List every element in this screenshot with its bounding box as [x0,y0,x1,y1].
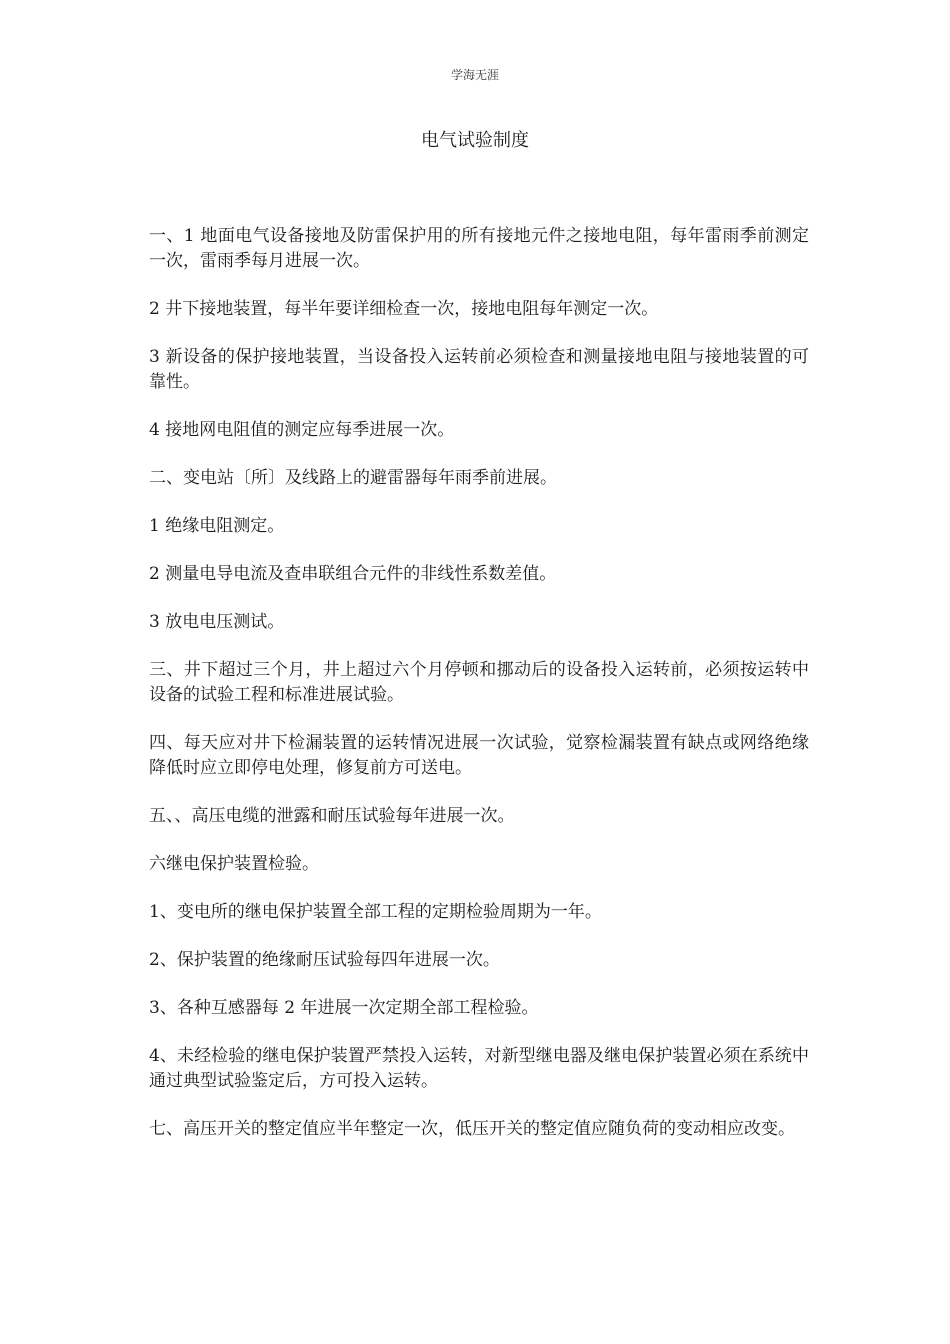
paragraph: 2 测量电导电流及查串联组合元件的非线性系数差值。 [149,564,557,584]
paragraph: 4 接地网电阻值的测定应每季进展一次。 [149,420,455,440]
paragraph: 3 放电电压测试。 [149,612,285,632]
paragraph: 1 绝缘电阻测定。 [149,516,285,536]
paragraph: 三、井下超过三个月，井上超过六个月停顿和挪动后的设备投入运转前，必须按运转中设备的试验工程和标准进展试验。 [149,660,809,705]
paragraph: 二、变电站〔所〕及线路上的避雷器每年雨季前进展。 [149,468,557,488]
paragraph: 2 井下接地装置，每半年要详细检查一次，接地电阻每年测定一次。 [149,299,659,319]
paragraph: 4、未经检验的继电保护装置严禁投入运转，对新型继电器及继电保护装置必须在系统中通过典型试验鉴定后，方可投入运转。 [149,1046,809,1091]
paragraph: 3、各种互感器每 2 年进展一次定期全部工程检验。 [149,998,539,1018]
document-title: 电气试验制度 [421,130,529,151]
paragraph: 1、变电所的继电保护装置全部工程的定期检验周期为一年。 [149,902,602,922]
paragraph: 2、保护装置的绝缘耐压试验每四年进展一次。 [149,950,500,970]
document-body [149,224,809,1165]
paragraph: 一、1 地面电气设备接地及防雷保护用的所有接地元件之接地电阻，每年雷雨季前测定一次，雷雨季每月进展一次。 [149,226,809,271]
paragraph: 四、每天应对井下检漏装置的运转情况进展一次试验，觉察检漏装置有缺点或网络绝缘降低时应立即停电处理，修复前方可送电。 [149,733,809,778]
paragraph: 五、、高压电缆的泄露和耐压试验每年进展一次。 [149,806,515,826]
paragraph: 七、高压开关的整定值应半年整定一次，低压开关的整定值应随负荷的变动相应改变。 [149,1119,795,1139]
paragraph: 3 新设备的保护接地装置，当设备投入运转前必须检查和测量接地电阻与接地装置的可靠性。 [149,347,809,392]
paragraph: 六继电保护装置检验。 [149,854,319,874]
page-header: 学海无涯 [450,68,499,82]
